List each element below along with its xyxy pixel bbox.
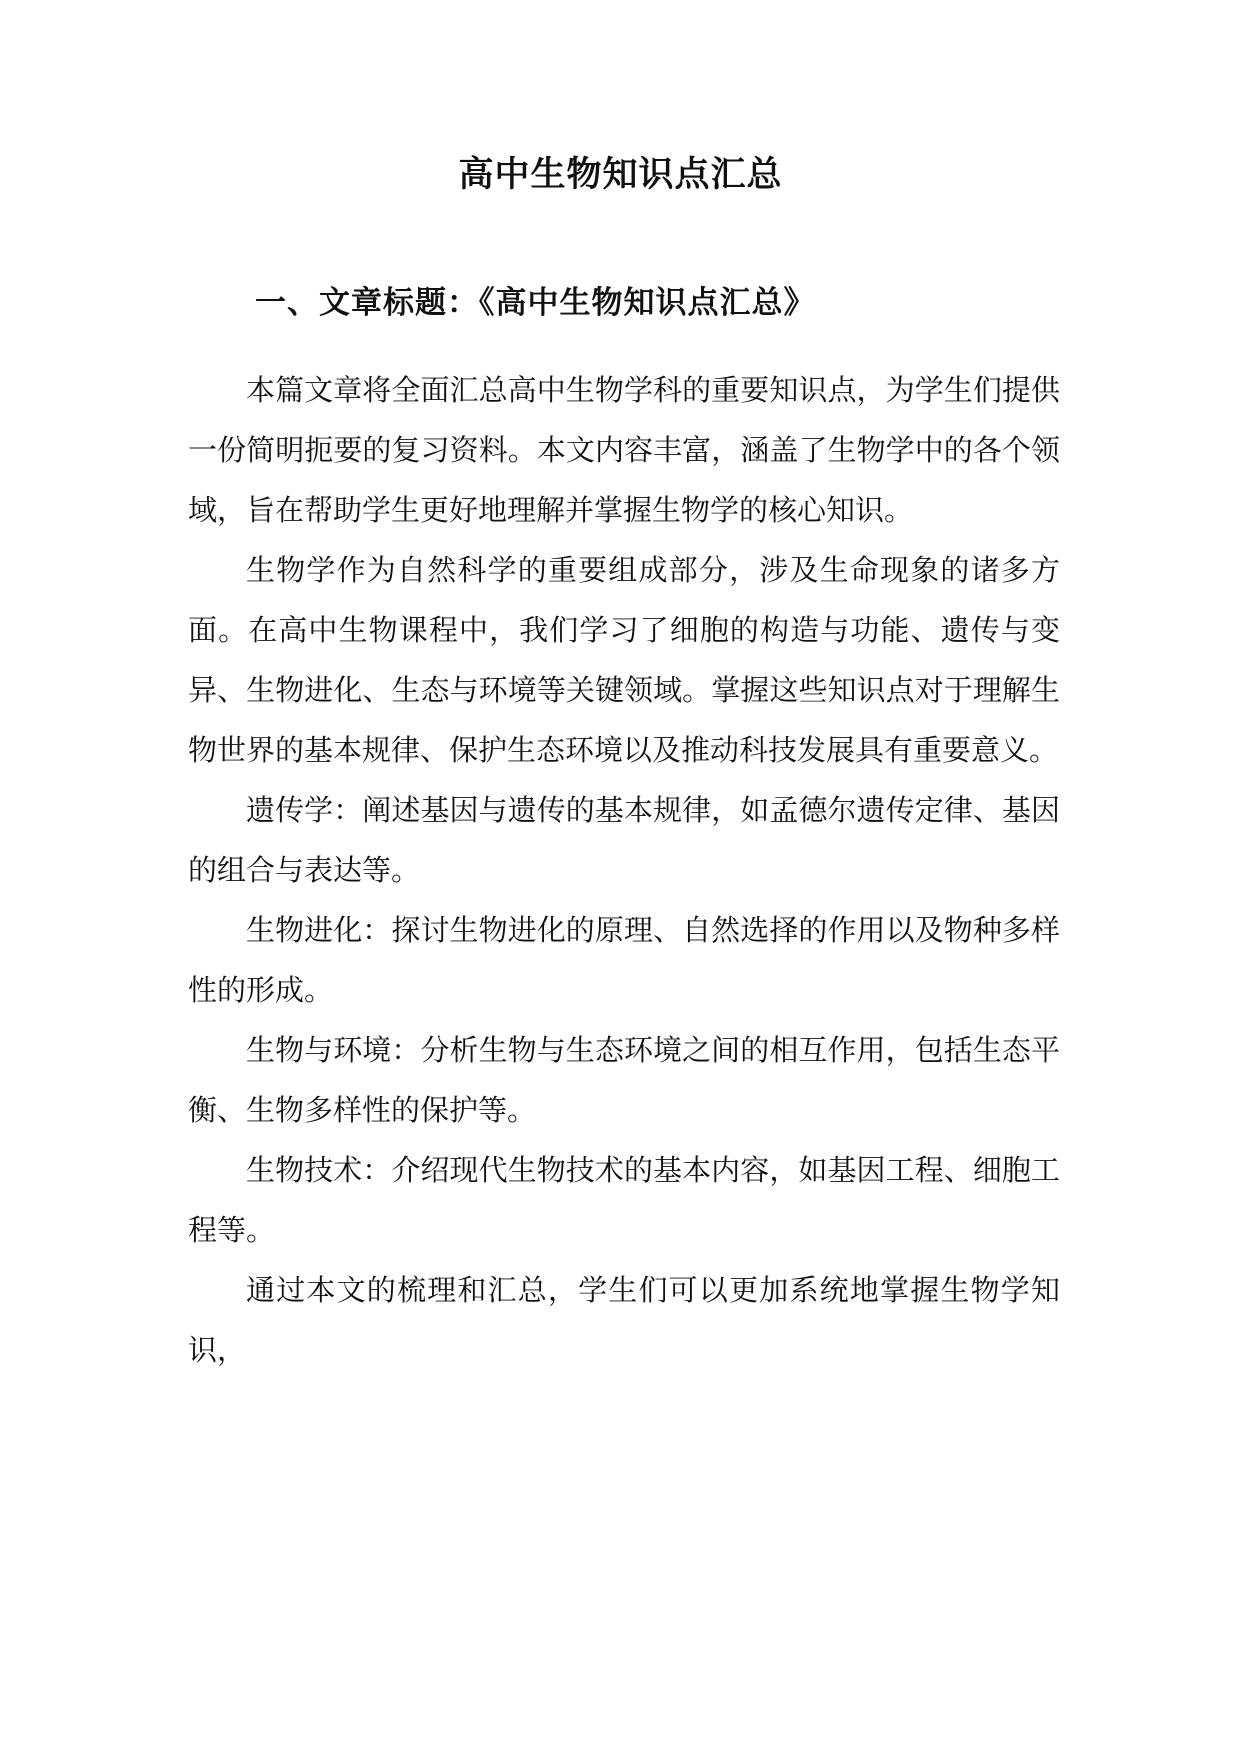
paragraph-intro: 本篇文章将全面汇总高中生物学科的重要知识点，为学生们提供一份简明扼要的复习资料。本文内容丰富，涵盖了生物学中的各个领域，旨在帮助学生更好地理解并掌握生物学的核心知识。 — [188, 373, 1060, 527]
paragraph-conclusion: 通过本文的梳理和汇总，学生们可以更加系统地掌握生物学知识， — [188, 1273, 1060, 1367]
paragraph-genetics: 遗传学：阐述基因与遗传的基本规律，如孟德尔遗传定律、基因的组合与表达等。 — [188, 793, 1060, 887]
document-title: 高中生物知识点汇总 — [458, 154, 783, 195]
paragraph-environment: 生物与环境：分析生物与生态环境之间的相互作用，包括生态平衡、生物多样性的保护等。 — [188, 1033, 1060, 1127]
paragraph-overview: 生物学作为自然科学的重要组成部分，涉及生命现象的诸多方面。在高中生物课程中，我们学习了细胞的构造与功能、遗传与变异、生物进化、生态与环境等关键领域。掌握这些知识点对于理解生物世界的基本规律、保护生态环境以及推动科技发展具有重要意义。 — [188, 553, 1060, 767]
paragraph-biotech: 生物技术：介绍现代生物技术的基本内容，如基因工程、细胞工程等。 — [188, 1153, 1060, 1247]
paragraph-evolution: 生物进化：探讨生物进化的原理、自然选择的作用以及物种多样性的形成。 — [188, 913, 1060, 1007]
document-body — [188, 360, 1060, 1380]
section-heading: 一、文章标题：《高中生物知识点汇总》 — [255, 285, 816, 321]
